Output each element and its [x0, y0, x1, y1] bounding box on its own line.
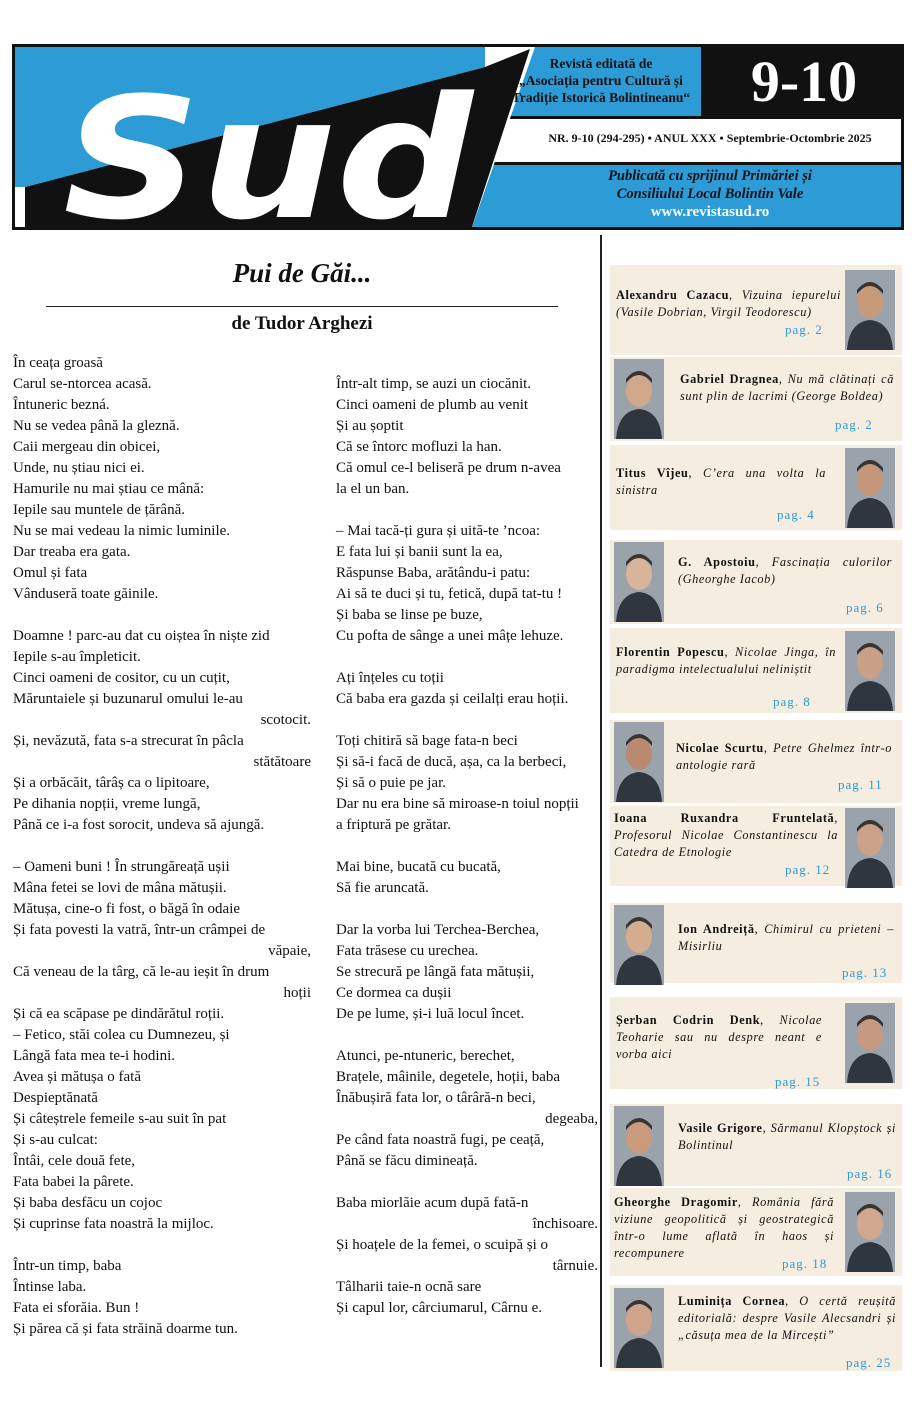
contents-entry-text: G. Apostoiu, Fascinația culorilor (Gheorghe Iacob) [678, 555, 892, 586]
author-photo [845, 808, 895, 888]
poem-line: Fata ei sforăia. Bun ! [13, 1300, 140, 1316]
entry-author: Gheorghe Dragomir [614, 1195, 738, 1209]
author-photo [845, 1192, 895, 1272]
author-photo [614, 1288, 664, 1368]
contents-entry-text: Luminița Cornea, O certă reușită editorială: despre Vasile Alecsandri și „căsuța mea de la Mircești” [678, 1294, 896, 1342]
entry-title: Vizuina iepurelui (Vasile Dobrian, Virgil Teodorescu) [616, 288, 841, 319]
contents-entry[interactable] [610, 445, 902, 530]
contents-entry[interactable] [610, 1188, 902, 1276]
poem-line [13, 836, 313, 857]
contents-entry-text: Alexandru Cazacu, Vizuina iepurelui (Vasile Dobrian, Virgil Teodorescu) [616, 288, 841, 319]
poem-line: Iepile s-au împleticit. [13, 649, 141, 665]
website-link[interactable]: www.revistasud.ro [650, 204, 770, 220]
poem-line: târnuie. [552, 1258, 598, 1274]
entry-title: Nicolae Teoharie sau nu despre neant e vorba aici [616, 1013, 822, 1061]
author-photo [845, 270, 895, 350]
poem-line: Pe dihania nopții, vreme lungă, [13, 796, 201, 812]
poem-line: Întuneric bezná. [13, 397, 110, 413]
poem-line: Atunci, pe-ntuneric, berechet, [336, 1048, 515, 1064]
poem-line: Iepile sau muntele de țărână. [13, 502, 186, 518]
entry-title: Petre Ghelmez într-o antologie rară [676, 741, 892, 772]
entry-title: O certă reușită editorială: despre Vasile Alecsandri și „căsuța mea de la Mircești” [678, 1294, 896, 1342]
contents-entry[interactable] [610, 806, 902, 886]
poem-line [13, 1235, 313, 1256]
logo [15, 47, 540, 233]
poem-line: stătătoare [253, 754, 311, 770]
poem-line: Și s-au culcat: [13, 1132, 98, 1148]
poem-line: Fata babei la pârete. [13, 1174, 134, 1190]
poem-line: Mătușa, cine-o fi fost, o băgă în odaie [13, 901, 241, 917]
logo-text: Sud [63, 61, 475, 233]
poem-line: a friptură pe grătar. [336, 817, 451, 833]
poem-line: – Mai tacă-ți gura și uită-te ’ncoa: [336, 523, 541, 539]
entry-author: G. Apostoiu [678, 555, 756, 569]
issue-number: 9-10 [701, 47, 904, 119]
poem-line [336, 899, 600, 920]
poem-line: Cinci oameni de plumb au venit [336, 397, 529, 413]
contents-entry-text: Vasile Grigore, Sărmanul Klopștock și Bolintinul [678, 1121, 896, 1152]
poem-column-2 [336, 374, 600, 1319]
poem-line: Într-alt timp, se auzi un ciocănit. [336, 376, 532, 392]
contents-entry[interactable] [610, 903, 902, 983]
poem-line: Și fata povesti la vatră, într-un crâmpei de [13, 922, 266, 938]
contents-entry[interactable] [610, 1104, 902, 1186]
poem-line: Tâlharii taie-n ocnă sare [336, 1279, 482, 1295]
author-photo [614, 722, 664, 802]
entry-page[interactable]: pag. 4 [777, 507, 815, 522]
poem-line: Până se făcu dimineață. [336, 1153, 478, 1169]
entry-title: Nicolae Jinga, în paradigma intelectualului neliniștit [616, 645, 837, 676]
poem-line: Și cuprinse fata noastră la mijloc. [13, 1216, 214, 1232]
poem-line: văpaie, [268, 943, 311, 959]
entry-page[interactable]: pag. 12 [785, 862, 831, 877]
poem-line: Răspunse Baba, arătându-i patu: [336, 565, 531, 581]
entry-author: Ion Andreiță [678, 922, 755, 936]
entry-title: Chimirul cu prieteni – Misirliu [678, 922, 894, 953]
poem-line [336, 500, 600, 521]
poem-line: închisoare. [532, 1216, 598, 1232]
poem-line: Și că ea scăpase pe dindărătul roții. [13, 1006, 225, 1022]
poem-line: Și baba desfăcu un cojoc [13, 1195, 163, 1211]
author-photo [845, 631, 895, 711]
poem-line: Baba miorlăie acum după fată-n [336, 1195, 529, 1211]
entry-author: Florentin Popescu [616, 645, 725, 659]
entry-page[interactable]: pag. 6 [846, 600, 884, 615]
poem-line: Mâna fetei se lovi de mâna mătușii. [13, 880, 227, 896]
poem-column-1 [13, 353, 313, 1340]
contents-entry[interactable] [610, 628, 902, 713]
entry-author: Nicolae Scurtu [676, 741, 764, 755]
poem-line: Hamurile nu mai știau ce mână: [13, 481, 205, 497]
poem-line: Pe când fata noastră fugi, pe ceață, [336, 1132, 545, 1148]
contents-entry-text: Ion Andreiță, Chimirul cu prieteni – Misirliu [678, 922, 894, 953]
poem-line: Cinci oameni de cositor, cu un cuțit, [13, 670, 230, 686]
author-photo [845, 448, 895, 528]
entry-page[interactable]: pag. 13 [842, 965, 888, 980]
poem-line: Dar nu era bine să miroase-n toiul nopții [336, 796, 579, 812]
contents-entry[interactable] [610, 265, 902, 355]
poem-line: Și, nevăzută, fata s-a strecurat în pâcla [13, 733, 244, 749]
poem-line: Și a orbăcăit, târâș ca o lipitoare, [13, 775, 210, 791]
contents-entry-text: Gheorghe Dragomir, România fără viziune geopolitică și geostrategică într-o lume aflată în haos și recompunere [614, 1195, 834, 1260]
author-photo [614, 359, 664, 439]
entry-author: Alexandru Cazacu [616, 288, 730, 302]
poem-author: de Tudor Arghezi [231, 313, 373, 334]
title-rule [46, 306, 558, 307]
author-photo [614, 1106, 664, 1186]
entry-page[interactable]: pag. 25 [846, 1355, 892, 1370]
poem-title: Pui de Găi... [232, 258, 372, 288]
poem-line: Întinse laba. [13, 1279, 87, 1295]
entry-author: Gabriel Dragnea [680, 372, 779, 386]
poem-line: Întâi, cele două fete, [13, 1153, 136, 1169]
poem-line [13, 605, 313, 626]
poem-line: Că veneau de la târg, că le-au ieșit în drum [13, 964, 270, 980]
sponsor-note: Publicată cu sprijinul Primăriei și Consiliului Local Bolintin Vale www.revistasud.ro [515, 167, 904, 221]
poem-line: Și să o puie pe jar. [336, 775, 446, 791]
poem-line: Toți chitiră să bage fata-n beci [336, 733, 518, 749]
poem-line: hoții [283, 985, 311, 1001]
contents-entry-text: Ioana Ruxandra Fruntelată, Profesorul Nicolae Constantinescu la Catedra de Etnologie [614, 811, 838, 859]
contents-entry-text: Florentin Popescu, Nicolae Jinga, în paradigma intelectualului neliniștit [616, 645, 837, 676]
entry-page[interactable]: pag. 11 [838, 777, 883, 792]
poem-line: Dar treaba era gata. [13, 544, 131, 560]
poem-line: Avea și mătușa o fată [13, 1069, 142, 1085]
masthead [12, 44, 904, 233]
poem-line: Și câteștrele femeile s-au suit în pat [13, 1111, 227, 1127]
poem-line [336, 710, 600, 731]
poem-line: Doamne ! parc-au dat cu oiștea în niște zid [13, 628, 270, 644]
poem-line: Cu pofta de sânge a unei mâțe lehuze. [336, 628, 564, 644]
poem-line: Caii mergeau din obicei, [13, 439, 161, 455]
entry-page[interactable]: pag. 18 [782, 1256, 828, 1271]
poem-line: Fata trăsese cu urechea. [336, 943, 479, 959]
entry-page[interactable]: pag. 2 [785, 322, 823, 337]
entry-page[interactable]: pag. 15 [775, 1074, 821, 1089]
poem-line: Măruntaiele și buzunarul omului le-au [13, 691, 243, 707]
poem-line [336, 1025, 600, 1046]
issue-line: NR. 9-10 (294-295) • ANUL XXX • Septembrie-Octombrie 2025 [548, 131, 872, 145]
poem-line: Lângă fata mea te-i hodini. [13, 1048, 176, 1064]
poem-line: – Fetico, stăi colea cu Dumnezeu, și [13, 1027, 230, 1043]
contents-entry[interactable] [610, 357, 902, 441]
poem-line: Nu se vedea până la gleznă. [13, 418, 180, 434]
contents-entry-text: Titus Vîjeu, C’era una volta la sinistra [616, 466, 826, 497]
poem-line: Și au șoptit [336, 418, 404, 434]
association-note: Revistă editată de „Asociația pentru Cultură și Tradiție Istorică Bolintineanu“ [511, 56, 691, 105]
poem-line: – Oameni buni ! În strungăreață ușii [13, 859, 230, 875]
entry-title: România fără viziune geopolitică și geostrategică într-o lume aflată în haos și recompunere [614, 1195, 834, 1260]
poem-line [336, 647, 600, 668]
poem-line [336, 836, 600, 857]
column-divider [600, 235, 602, 1367]
entry-page[interactable]: pag. 2 [835, 417, 873, 432]
entry-author: Șerban Codrin Denk [616, 1013, 761, 1027]
poem-line: scotocit. [260, 712, 311, 728]
author-photo [614, 905, 664, 985]
poem-line: Până ce i-a fost sorocit, undeva să ajungă. [13, 817, 265, 833]
poem-line: Și părea că și fata străină doarme tun. [13, 1321, 238, 1337]
poem-line: Că omul ce-l beliseră pe drum n-avea [336, 460, 561, 476]
poem-line: Brațele, mâinile, degetele, hoții, baba [336, 1069, 561, 1085]
poem-line: Și baba se linse pe buze, [336, 607, 483, 623]
poem-line: Omul și fata [13, 565, 88, 581]
poem-line: Ați înțeles cu toții [336, 670, 444, 686]
contents-entry-text: Nicolae Scurtu, Petre Ghelmez într-o antologie rară [676, 741, 892, 772]
poem-line: Și să-i facă de ducă, așa, ca la berbeci, [336, 754, 567, 770]
poem-line: Se strecură pe lângă fata mătușii, [336, 964, 535, 980]
poem-line: Vânduseră toate găinile. [13, 586, 159, 602]
contents-entry[interactable] [610, 1285, 902, 1371]
entry-page[interactable]: pag. 8 [773, 694, 811, 709]
poem-line: Înăbușiră fata lor, o târâră-n beci, [336, 1090, 536, 1106]
entry-title: Fascinația culorilor (Gheorghe Iacob) [678, 555, 892, 586]
contents-entry[interactable] [610, 997, 902, 1089]
poem-line: Că se întorc mofluzi la han. [336, 439, 502, 455]
poem-line: Că baba era gazda și ceilalți erau hoții. [336, 691, 569, 707]
poem-line: Să fie aruncată. [336, 880, 429, 896]
entry-author: Titus Vîjeu [616, 466, 689, 480]
entry-page[interactable]: pag. 16 [847, 1166, 893, 1181]
contents-entry[interactable] [610, 540, 902, 624]
poem-line: Ai să te duci și tu, fetică, după tat-tu ! [336, 586, 563, 602]
entry-title: C’era una volta la sinistra [616, 466, 826, 497]
poem-line: Mai bine, bucată cu bucată, [336, 859, 501, 875]
poem-line: Și capul lor, cârciumarul, Cârnu e. [336, 1300, 542, 1316]
poem-line [336, 1172, 600, 1193]
poem-line: E fata lui și banii sunt la ea, [336, 544, 503, 560]
entry-title: Sărmanul Klopștock și Bolintinul [678, 1121, 896, 1152]
author-photo [845, 1003, 895, 1083]
poem-line: Dar la vorba lui Terchea-Berchea, [336, 922, 540, 938]
contents-entry[interactable] [610, 720, 902, 803]
contents-entry-text: Șerban Codrin Denk, Nicolae Teoharie sau nu despre neant e vorba aici [616, 1013, 822, 1061]
poem-line: Unde, nu știau nici ei. [13, 460, 145, 476]
poem-line: Nu se mai vedeau la nimic luminile. [13, 523, 231, 539]
poem-line: De pe lume, și-i luă locul încet. [336, 1006, 525, 1022]
contents-entry-text: Gabriel Dragnea, Nu mă clătinați că sunt plin de lacrimi (George Boldea) [680, 372, 894, 403]
entry-title: Nu mă clătinați că sunt plin de lacrimi (George Boldea) [680, 372, 894, 403]
entry-author: Vasile Grigore [678, 1121, 763, 1135]
poem-line: la el un ban. [336, 481, 410, 497]
entry-author: Ioana Ruxandra Fruntelată [614, 811, 835, 825]
poem-line: degeaba, [545, 1111, 598, 1127]
poem-line: Și hoațele de la femei, o scuipă și o [336, 1237, 549, 1253]
entry-author: Luminița Cornea [678, 1294, 786, 1308]
author-photo [614, 542, 664, 622]
poem-line: Carul se-ntorcea acasă. [13, 376, 152, 392]
poem-line: Despieptănată [13, 1090, 98, 1106]
poem-line: Într-un timp, baba [13, 1258, 122, 1274]
entry-title: Profesorul Nicolae Constantinescu la Catedra de Etnologie [614, 828, 838, 859]
poem-line: În ceața groasă [13, 355, 103, 371]
poem-line: Ce dormea ca dușii [336, 985, 452, 1001]
